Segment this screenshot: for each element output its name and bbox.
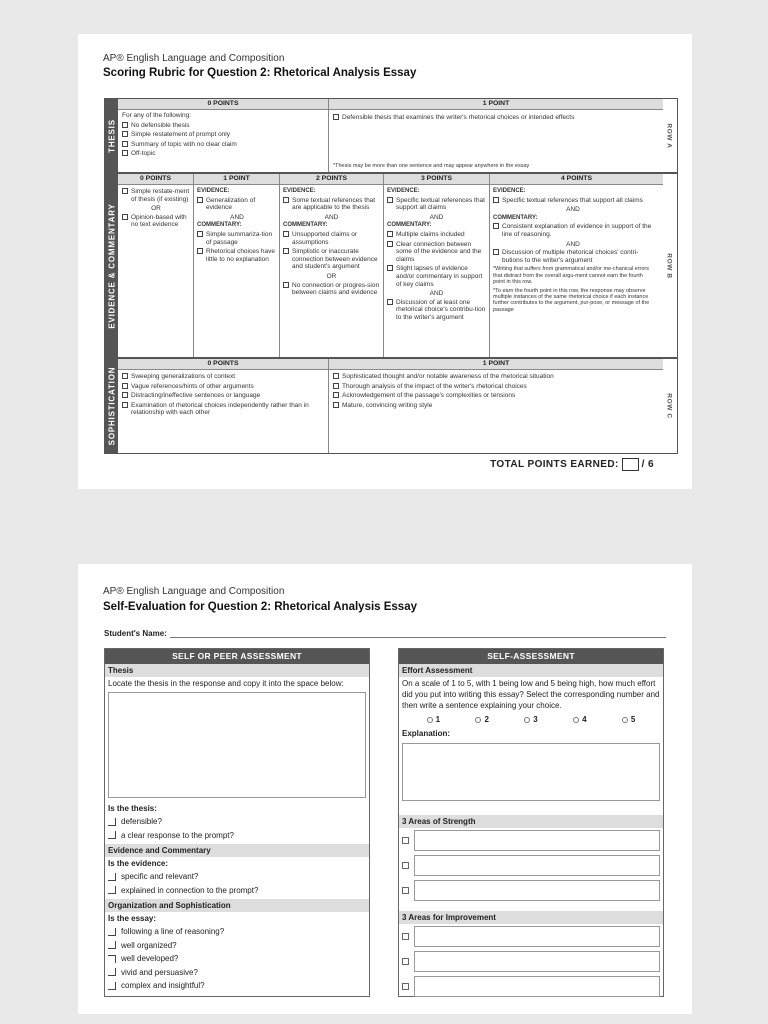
checkbox-icon xyxy=(122,131,128,137)
checkbox-icon xyxy=(108,831,116,839)
checklist-item: No defensible thesis xyxy=(122,122,322,130)
checklist-option[interactable]: vivid and persuasive? xyxy=(105,966,369,980)
checkbox-icon xyxy=(122,214,128,220)
checklist-option[interactable]: explained in connection to the prompt? xyxy=(105,884,369,898)
checklist-item: Summary of topic with no clear claim xyxy=(122,141,322,149)
row-a-tag: ROW A xyxy=(665,122,673,149)
checklist-option[interactable]: well developed? xyxy=(105,952,369,966)
effort-instruction: On a scale of 1 to 5, with 1 being low and 5 being high, how much effort did you put into writing this essay? Select the corresponding number and then write a sentence explaining your choice. xyxy=(402,679,660,710)
checklist-item: Simple restatement of prompt only xyxy=(122,131,322,139)
section-title: Thesis xyxy=(105,664,369,677)
evidence-0-points-cell: Simple restate-ment of thesis (if existing) OR Opinion-based with no text evidence xyxy=(122,188,190,231)
section-title: Organization and Sophistication xyxy=(105,899,369,912)
rubric-page xyxy=(78,34,692,489)
explanation-box[interactable] xyxy=(402,743,660,801)
scoring-rubric-table xyxy=(104,98,678,454)
checkbox-icon xyxy=(283,248,289,254)
evidence-side-label: EVIDENCE & COMMENTARY xyxy=(105,174,118,357)
evidence-2-points-header: 2 POINTS xyxy=(280,174,383,185)
checkbox-icon xyxy=(108,873,116,881)
checkbox-icon xyxy=(387,231,393,237)
strength-entry xyxy=(399,828,663,853)
evidence-3-points-cell: EVIDENCE: Specific textual references that support all claims AND COMMENTARY: Multiple claims included Clear connection between some of the evidence and the claims Slight lapses of evidence and/or commentary in support of key claims AND Discussion of at least one rhetorical choice's contribu-tion to the writer's argument xyxy=(387,188,486,321)
row-c-tag: ROW C xyxy=(665,393,673,419)
evidence-4-points-header: 4 POINTS xyxy=(490,174,663,185)
student-name-row: Student's Name: xyxy=(104,629,666,638)
scale-option-1[interactable]: 1 xyxy=(427,715,440,724)
checkbox-icon xyxy=(197,231,203,237)
panel-header: SELF OR PEER ASSESSMENT xyxy=(105,649,369,664)
section-title: Effort Assessment xyxy=(399,664,663,677)
checklist-item: Off-topic xyxy=(122,150,322,158)
checkbox-icon xyxy=(333,402,339,408)
thesis-0-points-header: 0 POINTS xyxy=(118,99,328,110)
page-title: Scoring Rubric for Question 2: Rhetorical Analysis Essay xyxy=(103,67,417,79)
course-series: AP® English Language and Composition xyxy=(103,586,285,597)
checkbox-icon xyxy=(108,982,116,990)
improvement-input[interactable] xyxy=(414,926,660,947)
effort-scale xyxy=(399,712,663,727)
checkbox-icon xyxy=(283,197,289,203)
page-title: Self-Evaluation for Question 2: Rhetorical Analysis Essay xyxy=(103,601,417,613)
checkbox-icon xyxy=(108,955,116,963)
strength-entry xyxy=(399,853,663,878)
evidence-2-points-cell: EVIDENCE: Some textual references that are applicable to the thesis AND COMMENTARY: Unsupported claims or assumptions Simplistic or inaccurate connection between evidence and student's argument OR No connection or progres-sion between claims and evidence xyxy=(283,188,380,297)
improvement-entry xyxy=(399,949,663,974)
checkbox-icon xyxy=(333,383,339,389)
thesis-0-points-cell xyxy=(122,112,322,160)
evidence-4-points-cell: EVIDENCE: Specific textual references that support all claims AND COMMENTARY: Consistent explanation of evidence in support of the line of reasoning. AND Discussion of multiple rhetorical choices' contri-butions to the writer's argument *Writing that suffers from grammatical and/or me-chanical errors that distract from the overall argu-ment cannot earn the fourth point in this row. *To earn the fourth point in this row, the response may observe multiple instances of the same rhetorical choice if each instance further contributes to the argument, pur-pose, or message of the passage xyxy=(493,188,652,313)
total-points-input[interactable] xyxy=(622,458,639,471)
checkbox-icon xyxy=(387,197,393,203)
checkbox-icon xyxy=(108,818,116,826)
checkbox-icon xyxy=(387,299,393,305)
section-title: 3 Areas for Improvement xyxy=(399,911,663,924)
section-title: Evidence and Commentary xyxy=(105,844,369,857)
checkbox-icon xyxy=(122,373,128,379)
sophistication-0-points-cell: Sweeping generalizations of context Vague references/hints of other arguments Distracting/ineffective sentences or language Examination of rhetorical choices independently rather than in relationship with each other xyxy=(122,373,322,419)
improvement-input[interactable] xyxy=(414,951,660,972)
checkbox-icon xyxy=(197,248,203,254)
checkbox-icon xyxy=(197,197,203,203)
checklist-option[interactable]: a clear response to the prompt? xyxy=(105,829,369,843)
improvement-entry xyxy=(399,924,663,949)
checkbox-icon[interactable] xyxy=(402,887,409,894)
checkbox-icon xyxy=(122,402,128,408)
radio-icon xyxy=(475,717,481,723)
thesis-note: *Thesis may be more than one sentence and may appear anywhere in the essay xyxy=(333,163,530,169)
self-evaluation-page xyxy=(78,564,692,1014)
total-points-earned: TOTAL POINTS EARNED: / 6 xyxy=(490,459,654,470)
checklist-option[interactable]: well organized? xyxy=(105,939,369,953)
strength-input[interactable] xyxy=(414,855,660,876)
sophistication-side-label: SOPHISTICATION xyxy=(105,359,118,453)
checklist-option[interactable]: following a line of reasoning? xyxy=(105,925,369,939)
evidence-0-points-header: 0 POINTS xyxy=(118,174,193,185)
thesis-instruction: Locate the thesis in the response and copy it into the space below: xyxy=(108,679,344,688)
scale-option-4[interactable]: 4 xyxy=(573,715,586,724)
radio-icon xyxy=(622,717,628,723)
evidence-note-grammar: *Writing that suffers from grammatical and/or me-chanical errors that distract from the overall argu-ment cannot earn the fourth point in this row. xyxy=(493,266,649,286)
section-title: 3 Areas of Strength xyxy=(399,815,663,828)
checkbox-icon[interactable] xyxy=(402,958,409,965)
thesis-1-point-header: 1 POINT xyxy=(329,99,663,110)
evidence-1-point-header: 1 POINT xyxy=(194,174,279,185)
row-b-tag: ROW B xyxy=(665,252,673,279)
strength-input[interactable] xyxy=(414,830,660,851)
sophistication-0-points-header: 0 POINTS xyxy=(118,359,328,370)
panel-header: SELF-ASSESSMENT xyxy=(399,649,663,664)
explanation-label: Explanation: xyxy=(402,729,451,738)
checklist-option[interactable]: complex and insightful? xyxy=(105,979,369,993)
checkbox-icon xyxy=(122,122,128,128)
checkbox-icon xyxy=(108,941,116,949)
peer-assessment-panel: SELF OR PEER ASSESSMENT Thesis Locate the thesis in the response and copy it into the space below: Is the thesis: defensible? a clear response to the prompt? Evidence and Commentary Is the evidence: specific and relevant? explained in connection to the prompt? Organization and Sophistication Is the essay: following a line of reasoning? well organized? well developed? vivid and persuasive? complex and insightful? xyxy=(104,648,370,997)
checkbox-icon xyxy=(333,373,339,379)
sophistication-1-point-cell: Sophisticated thought and/or notable awareness of the rhetorical situation Thorough analysis of the impact of the writer's rhetorical choices Acknowledgement of the passage's complexities or tensions Mature, convincing writing style xyxy=(333,373,653,411)
checkbox-icon xyxy=(122,141,128,147)
scale-option-5[interactable]: 5 xyxy=(622,715,635,724)
checkbox-icon xyxy=(108,886,116,894)
radio-icon xyxy=(573,717,579,723)
strength-entry xyxy=(399,878,663,903)
sophistication-1-point-header: 1 POINT xyxy=(329,359,663,370)
thesis-intro: For any of the following: xyxy=(122,112,192,119)
evidence-3-points-header: 3 POINTS xyxy=(384,174,489,185)
improvement-input[interactable] xyxy=(414,976,660,997)
strength-input[interactable] xyxy=(414,880,660,901)
scale-option-2[interactable]: 2 xyxy=(475,715,488,724)
thesis-copy-box[interactable] xyxy=(108,692,366,798)
checkbox-icon xyxy=(122,383,128,389)
evidence-1-point-cell: EVIDENCE: Generalization of evidence AND COMMENTARY: Simple summariza-tion of passage Rhetorical choices have little to no explanation xyxy=(197,188,276,263)
thesis-side-label: THESIS xyxy=(105,99,118,172)
checkbox-icon[interactable] xyxy=(402,837,409,844)
checkbox-icon xyxy=(493,223,499,229)
checkbox-icon xyxy=(387,241,393,247)
self-assessment-panel xyxy=(398,648,664,997)
radio-icon xyxy=(524,717,530,723)
checkbox-icon[interactable] xyxy=(402,862,409,869)
scale-option-3[interactable]: 3 xyxy=(524,715,537,724)
checkbox-icon xyxy=(122,150,128,156)
checkbox-icon[interactable] xyxy=(402,983,409,990)
radio-icon xyxy=(427,717,433,723)
student-name-field[interactable] xyxy=(170,630,666,638)
checkbox-icon xyxy=(283,231,289,237)
checkbox-icon xyxy=(283,282,289,288)
checklist-option[interactable]: defensible? xyxy=(105,815,369,829)
course-series: AP® English Language and Composition xyxy=(103,53,285,64)
checkbox-icon xyxy=(122,392,128,398)
evidence-note-fourth-point: *To earn the fourth point in this row, the response may observe multiple instances of the same rhetorical choice if each instance further contributes to the argument, pur-pose, or message of the passage xyxy=(493,287,650,313)
checkbox-icon xyxy=(333,114,339,120)
thesis-1-point-cell xyxy=(333,114,653,124)
checkbox-icon xyxy=(493,197,499,203)
checkbox-icon xyxy=(108,928,116,936)
checkbox-icon xyxy=(108,968,116,976)
checkbox-icon xyxy=(122,188,128,194)
checkbox-icon xyxy=(333,392,339,398)
checkbox-icon xyxy=(387,265,393,271)
checkbox-icon xyxy=(493,249,499,255)
checklist-option[interactable]: specific and relevant? xyxy=(105,870,369,884)
checklist-item: Defensible thesis that examines the writer's rhetorical choices or intended effects xyxy=(333,114,653,122)
improvement-entry xyxy=(399,974,663,999)
checkbox-icon[interactable] xyxy=(402,933,409,940)
